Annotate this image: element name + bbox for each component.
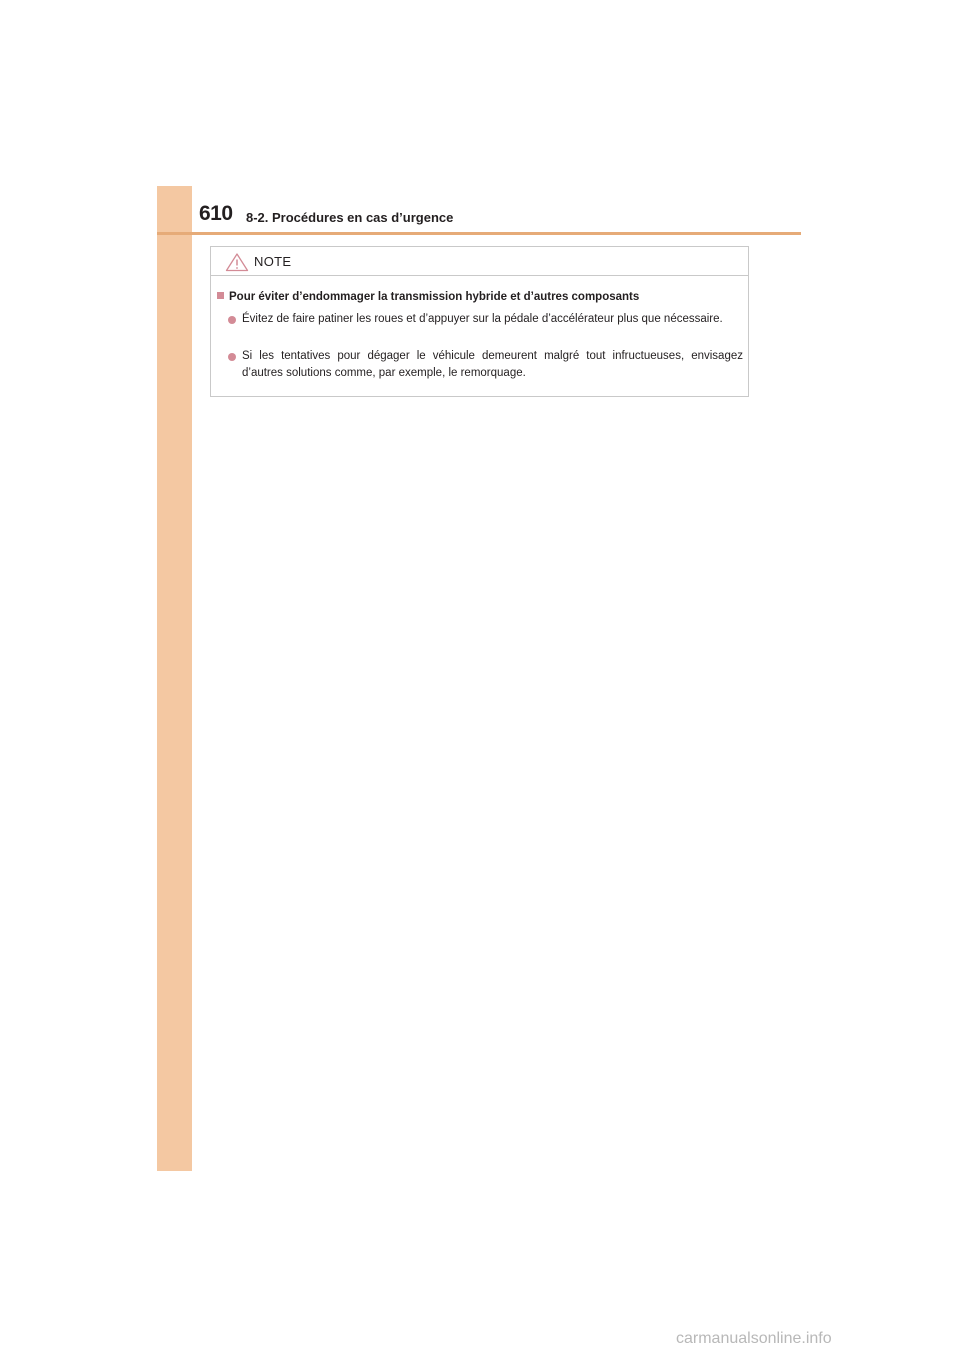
note-header bbox=[211, 247, 748, 276]
page-number: 610 bbox=[199, 202, 233, 225]
list-item bbox=[228, 348, 743, 382]
note-label: NOTE bbox=[254, 254, 292, 269]
square-bullet-icon bbox=[217, 292, 224, 299]
list-item bbox=[228, 311, 743, 328]
bullet-dot-icon bbox=[228, 353, 236, 361]
bullet-dot-icon bbox=[228, 316, 236, 324]
list-item-text: Évitez de faire patiner les roues et d’appuyer sur la pédale d’accélérateur plus que nécessaire. bbox=[242, 313, 723, 325]
header-rule bbox=[157, 232, 801, 235]
section-title: 8-2. Procédures en cas d’urgence bbox=[246, 210, 454, 225]
note-topic-text: Pour éviter d’endommager la transmission hybride et d’autres composants bbox=[229, 291, 640, 303]
watermark: carmanualsonline.info bbox=[676, 1330, 832, 1347]
side-color-band bbox=[157, 186, 192, 1171]
note-box bbox=[210, 246, 749, 397]
note-topic bbox=[217, 292, 639, 304]
list-item-text: Si les tentatives pour dégager le véhicule demeurent malgré tout infructueuses, envisagez d’autres solutions comme, par exemple, le remorquage. bbox=[242, 350, 743, 379]
warning-triangle-icon bbox=[225, 252, 249, 272]
